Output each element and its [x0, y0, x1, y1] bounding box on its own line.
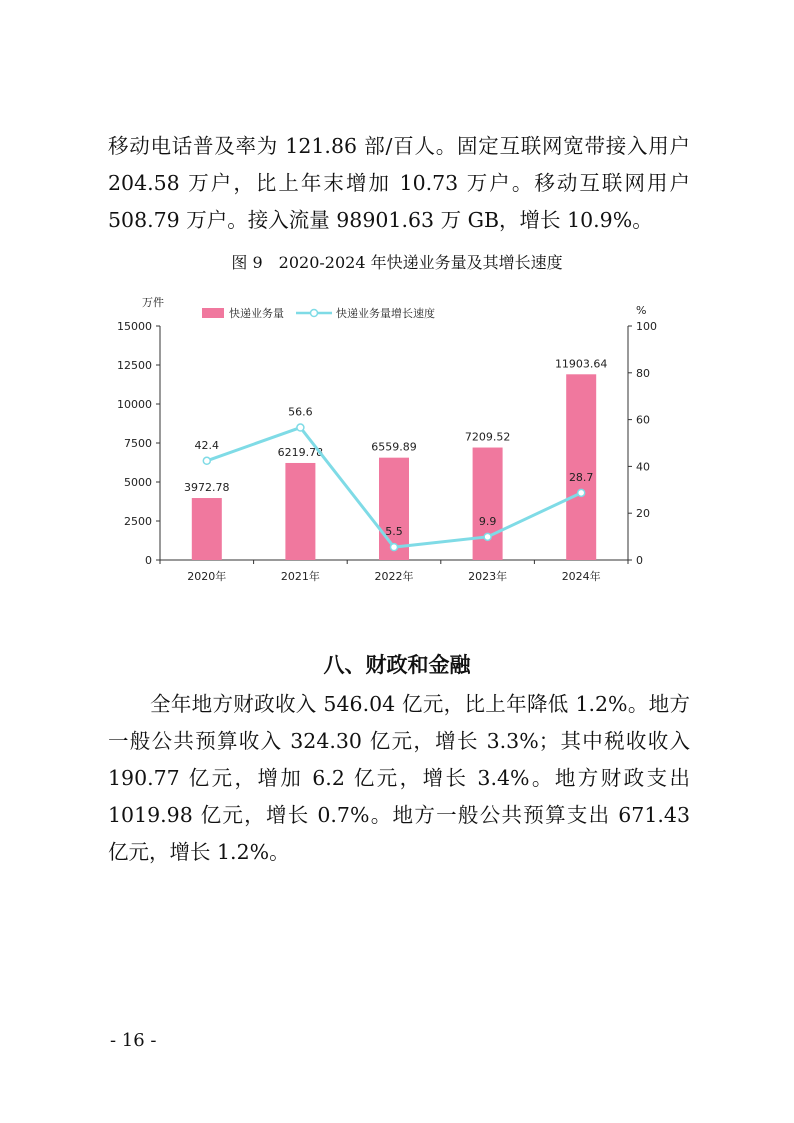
left-tick-label: 5000 — [124, 476, 152, 489]
bar-data-label: 6219.78 — [277, 445, 324, 459]
left-tick-label: 7500 — [124, 437, 152, 450]
growth-rate-point — [391, 544, 398, 551]
growth-rate-label: 56.6 — [288, 405, 313, 419]
x-tick-label: 2022年 — [374, 570, 414, 583]
growth-rate-label: 42.4 — [194, 438, 220, 452]
bar-data-label: 3972.78 — [184, 481, 230, 495]
right-tick-label: 80 — [636, 366, 650, 380]
bar-express-volume — [566, 374, 596, 560]
legend-label-volume: 快递业务量 — [229, 307, 284, 320]
right-tick-label: 40 — [636, 460, 650, 474]
growth-rate-label: 5.5 — [385, 525, 403, 539]
paragraph-finance: 全年地方财政收入 546.04 亿元，比上年降低 1.2%。地方一般公共预算收入 324.30 亿元，增长 3.3%；其中税收收入 190.77 亿元，增加 6.2 亿元，增长 3.4%。地方财政支出 1019.98 亿元，增长 0.7%。地方一般公共预算支出 671.43 亿元，增长 1.2%。 — [108, 692, 690, 864]
figure-number: 图 9 — [231, 253, 263, 272]
left-tick-label: 10000 — [117, 398, 152, 411]
bar-express-volume — [285, 463, 315, 560]
bar-express-volume — [473, 448, 503, 560]
page-number: - 16 - — [110, 1030, 157, 1051]
x-tick-label: 2021年 — [280, 570, 320, 583]
growth-rate-point — [578, 489, 585, 496]
right-tick-label: 20 — [636, 507, 650, 521]
x-tick-label: 2024年 — [561, 570, 601, 583]
bar-data-label: 6559.89 — [371, 440, 417, 454]
legend-marker-growth — [311, 310, 318, 317]
express-volume-chart — [110, 288, 657, 588]
growth-rate-point — [203, 457, 210, 464]
right-axis-unit: % — [636, 304, 647, 317]
left-tick-label: 0 — [145, 554, 152, 567]
right-tick-label: 100 — [636, 320, 657, 333]
x-tick-label: 2023年 — [468, 570, 508, 583]
left-axis-unit: 万件 — [142, 296, 164, 309]
legend-label-growth: 快递业务量增长速度 — [336, 307, 435, 320]
bar-data-label: 11903.64 — [554, 357, 608, 371]
growth-rate-point — [297, 424, 304, 431]
bar-data-label: 7209.52 — [464, 430, 511, 444]
right-tick-label: 0 — [636, 554, 643, 567]
left-tick-label: 15000 — [117, 320, 152, 333]
figure-title: 2020-2024 年快递业务量及其增长速度 — [278, 253, 563, 272]
growth-rate-label: 28.7 — [568, 470, 594, 484]
x-tick-label: 2020年 — [187, 570, 227, 583]
paragraph-telecom: 移动电话普及率为 121.86 部/百人。固定互联网宽带接入用户 204.58 万户，比上年末增加 10.73 万户。移动互联网用户 508.79 万户。接入流量 98901.63 万 GB，增长 10.9%。 — [108, 134, 690, 232]
left-tick-label: 2500 — [124, 515, 152, 528]
growth-rate-point — [484, 533, 491, 540]
section-heading: 八、财政和金融 — [323, 653, 471, 677]
bar-express-volume — [192, 498, 222, 560]
left-tick-label: 12500 — [117, 359, 152, 372]
figure-caption — [0, 252, 794, 274]
right-tick-label: 60 — [636, 413, 650, 427]
growth-rate-label: 9.9 — [478, 514, 497, 528]
legend-swatch-volume — [202, 308, 224, 318]
